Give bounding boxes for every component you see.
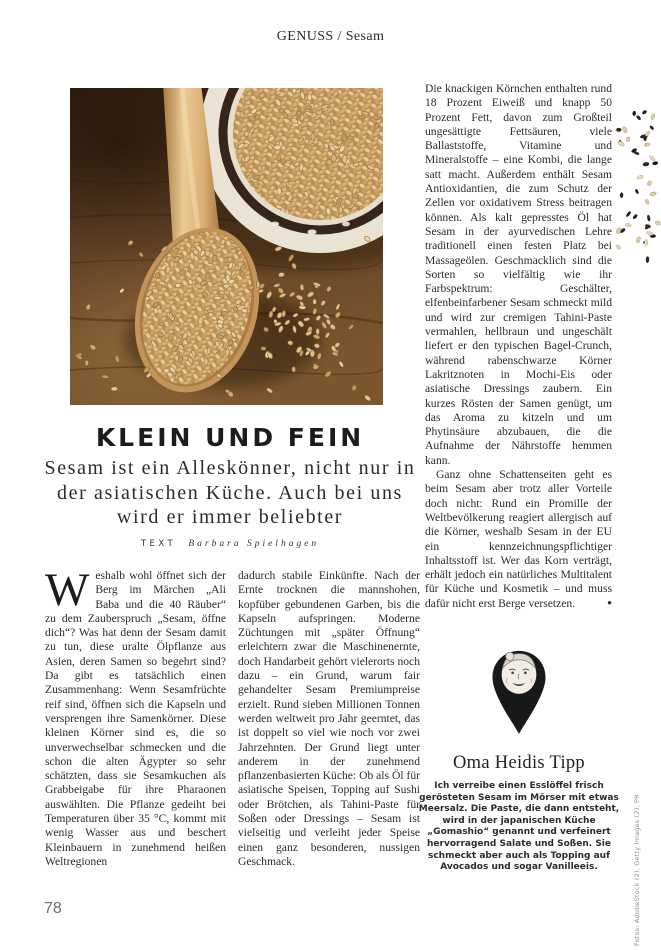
end-of-article-mark: ● — [607, 597, 612, 607]
kicker-separator: / — [337, 29, 342, 44]
body-column-3 — [425, 82, 612, 611]
tip-box — [418, 648, 620, 874]
kicker-topic: Sesam — [345, 29, 385, 44]
article-subheadline: Sesam ist ein Alleskönner, nicht nur in der asiatischen Küche. Auch bei uns wird er immer beliebter — [44, 457, 416, 528]
section-kicker — [0, 29, 661, 45]
kicker-section: GENUSS — [276, 29, 334, 44]
column-2-text: dadurch stabile Einkünfte. Nach der Ernte trocknen die mannshohen, kopfüber gebundenen Garben, bis die Kapseln aufspringen. Moderne Züchtungen mit „später Öffnung“ erleichtern zwar die Maschinenernte, doch Handarbeit gehört vielerorts noch dazu – ein Grund, warum fair gehandelter Sesam Premiumpreise erzielt. Rund sieben Millionen Tonnen werden weltweit pro Jahr geerntet, das ist doppelt so viel wie noch vor zwei Jahrzehnten. Der Grund liegt unter anderem in der zunehmend pflanzenbasierten Küche: Ob als Öl für asiatische Speisen, Topping auf Sushi oder Brötchen, als Tahini-Paste für Soßen oder Dressings – Sesam ist vielseitig und verleiht jeder Speise einen ganz besonderen, nussigen Geschmack. — [238, 569, 420, 868]
body-column-2 — [238, 569, 420, 869]
column-3-paragraph-2: Ganz ohne Schattenseiten geht es beim Sesam aber trotz aller Vorteile doch nicht: Rund ein Promille der Weltbevölkerung reagiert allergisch auf die Körner, weshalb Sesam in der EU ein kennzeichnungspflichtiger Inhaltsstoff ist. Wer das Korn verträgt, erhält jedoch ein natürliches Multitalent für Küche und Kosmetik – und muss dafür nicht erst Berge versetzen. ● — [425, 468, 612, 610]
byline-label: TEXT — [140, 539, 177, 549]
article-headline: KLEIN UND FEIN — [95, 423, 365, 452]
body-column-1 — [45, 564, 226, 869]
drop-cap: W — [45, 564, 90, 616]
tip-text: Ich verreibe einen Esslöffel frisch gerösteten Sesam im Mörser mit etwas Meersalz. Die Paste, die dann entsteht, wird in der japanischen Küche „Gomashio“ genannt und verfeinert hervorragend Salate und Soßen. Sie schmeckt aber auch als Topping auf Avocados und sogar Vanilleeis. — [418, 781, 620, 873]
article-photo — [70, 88, 383, 405]
byline-author: Barbara Spielhagen — [188, 539, 320, 549]
decorative-seeds-illustration — [612, 104, 661, 292]
column-1-text: eshalb wohl öffnet sich der Berg im Märchen „Ali Baba und die 40 Räuber“ zu dem Zauberspruch „Sesam, öffne dich“? Was hat denn der Sesam damit zu tun, diese uralte Ölpflanze aus Asien, deren Samen so begehrt sind? Da gibt es tatsächlich einen Zusammenhang: Wenn Sesamfrüchte reif sind, öffnen sich die Kapseln und versprengen ihre Samenkörner. Diese kleinen Körner sind es, die so unverwechselbar schmecken und die schon die alten Ägypter so sehr schätzten, dass sie Sesamkuchen als Grabbeigabe für ihre Pharaonen auswählten. Die Pflanze gedeiht bei Temperaturen über 35 °C, kommt mit wenig Wasser aus und beschert Kleinbauern in zunehmend heißen Weltregionen — [45, 569, 226, 868]
grandma-map-pin-icon — [487, 648, 551, 736]
byline — [40, 538, 420, 549]
photo-credit: Fotos: AdobeStock (2), Getty Images (2), PR — [633, 794, 641, 946]
sesame-photo-illustration — [70, 88, 383, 405]
tip-heading: Oma Heidis Tipp — [453, 753, 585, 773]
page-number: 78 — [44, 900, 62, 917]
column-3-paragraph-1: Die knackigen Körnchen enthalten rund 18 Prozent Eiweiß und knapp 50 Prozent Fett, davon zum Großteil ungesättigte Fettsäuren, viele Ballaststoffe, Vitamine und Mineralstoffe – eine Kombi, die lange satt macht. Außerdem enthält Sesam Antioxidantien, die zum Schutz der Zellen vor oxidativem Stress beitragen können. Als kalt gepresstes Öl hat Sesam in der ayurvedischen Lehre traditionell einen festen Platz bei Massageölen. Geschmacklich sind die Sorten so vielfältig wie ihr Farbspektrum: Geschälter, elfenbeinfarbener Sesam schmeckt mild und wird zur cremigen Tahini-Paste vermahlen, hellbraun und ungeschält liefert er den typischen Bagel-Crunch, während rabenschwarze Körner Lakritznoten in Mochi-Eis oder asiatische Dressings zaubern. Ein kurzes Rösten der Samen genügt, um das Aroma zu kitzeln und um Phytinsäure abzubauen, die die Aufnahme der Nährstoffe hemmen kann. — [425, 82, 612, 467]
